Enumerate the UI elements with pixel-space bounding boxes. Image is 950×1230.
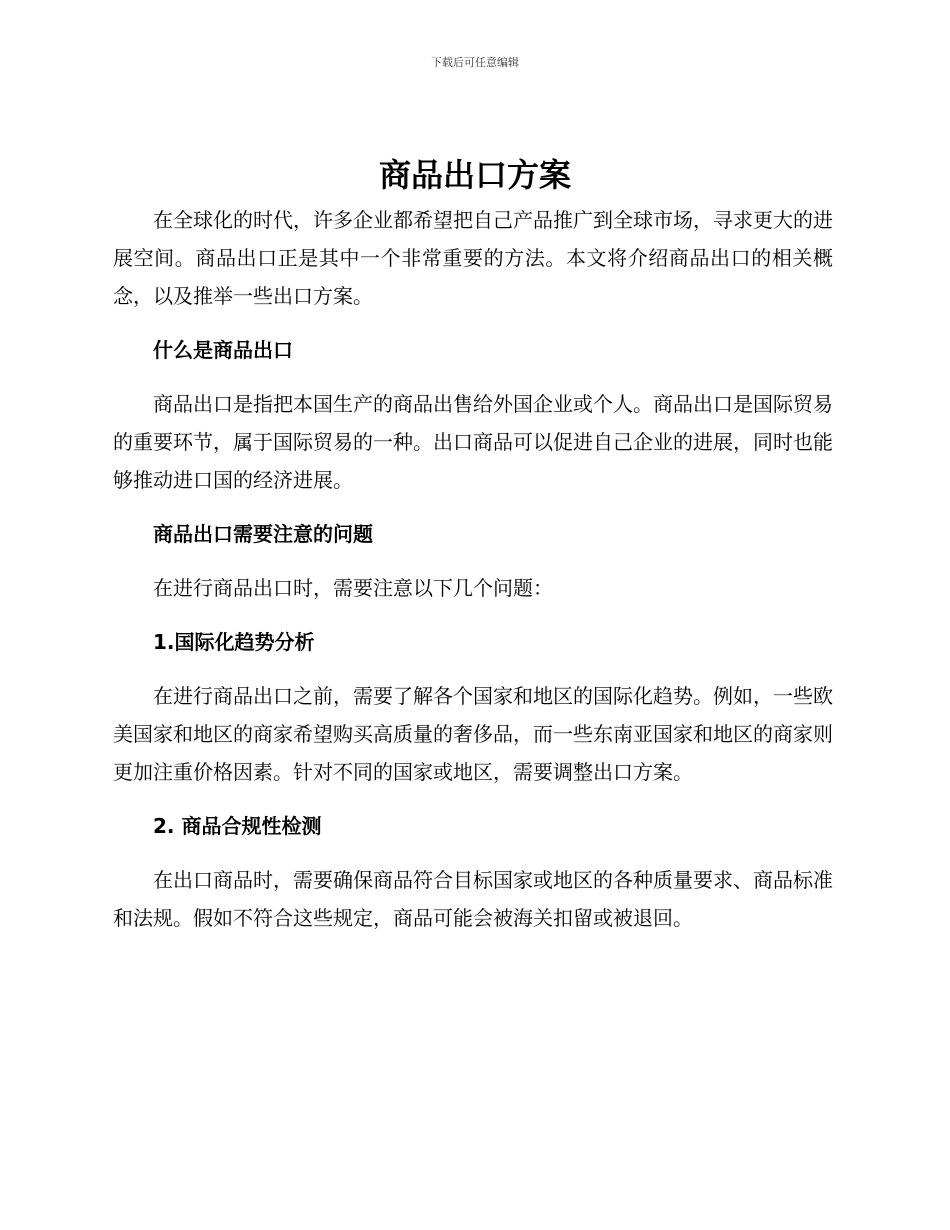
- item-heading-compliance: 2. 商品合规性检测: [153, 814, 322, 838]
- spacer: [113, 315, 833, 331]
- spacer: [113, 369, 833, 385]
- document-body: [113, 201, 833, 937]
- page-header: 下载后可任意编辑: [431, 56, 519, 69]
- spacer: [113, 499, 833, 515]
- section-paragraph-issues: 在进行商品出口时，需要注意以下几个问题：: [153, 576, 553, 600]
- spacer: [113, 553, 833, 569]
- item-paragraph-compliance: 在出口商品时，需要确保商品符合目标国家或地区的各种质量要求、商品标准和法规。假如不符合这些规定，商品可能会被海关扣留或被退回。: [113, 868, 833, 930]
- section-paragraph-what-is-export: 商品出口是指把本国生产的商品出售给外国企业或个人。商品出口是国际贸易的重要环节，属于国际贸易的一种。出口商品可以促进自己企业的进展，同时也能够推动进口国的经济进展。: [113, 392, 833, 492]
- spacer: [113, 845, 833, 861]
- section-heading-issues: 商品出口需要注意的问题: [153, 522, 373, 546]
- document-title: 商品出口方案: [378, 156, 571, 194]
- spacer: [113, 607, 833, 623]
- section-heading-what-is-export: 什么是商品出口: [153, 338, 293, 362]
- item-heading-trend-analysis: 1.国际化趋势分析: [153, 630, 315, 654]
- intro-paragraph: 在全球化的时代，许多企业都希望把自己产品推广到全球市场，寻求更大的进展空间。商品出口正是其中一个非常重要的方法。本文将介绍商品出口的相关概念，以及推举一些出口方案。: [113, 208, 833, 308]
- spacer: [113, 661, 833, 677]
- spacer: [113, 791, 833, 807]
- item-paragraph-trend-analysis: 在进行商品出口之前，需要了解各个国家和地区的国际化趋势。例如，一些欧美国家和地区的商家希望购买高质量的奢侈品，而一些东南亚国家和地区的商家则更加注重价格因素。针对不同的国家或地区，需要调整出口方案。: [113, 684, 833, 784]
